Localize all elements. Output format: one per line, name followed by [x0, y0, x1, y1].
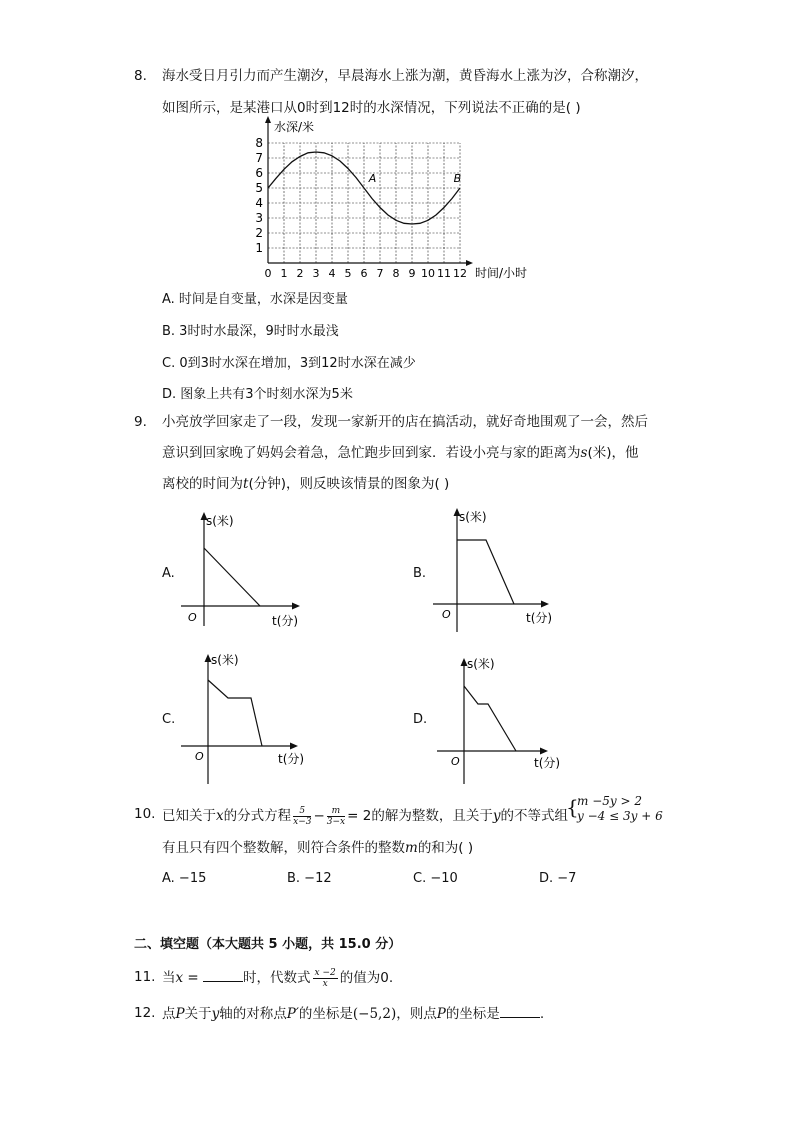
frac-den: 3−x [326, 816, 346, 827]
q9-option-a-letter[interactable]: A. [162, 566, 175, 581]
q12-text: 的坐标是 [445, 1006, 500, 1022]
inequality-1: m −5y > 2 [577, 794, 642, 808]
question-9-line-2 [162, 443, 638, 463]
q10-text: 的不等式组 [500, 808, 568, 824]
x-axis-arrow [290, 743, 298, 750]
q12-text: 点 [162, 1006, 176, 1022]
q10-text: = 2的解为整数，且关于 [347, 808, 493, 824]
question-10-line-2 [162, 838, 473, 858]
graph-line [208, 680, 262, 746]
q10-option-c[interactable]: C. −10 [413, 871, 458, 886]
q9-graph-b[interactable] [428, 504, 588, 636]
q11-text: 时，代数式 [243, 970, 311, 986]
origin-label: O [451, 755, 460, 768]
q11-text: 的值为0. [339, 970, 394, 986]
inequality-system [577, 794, 663, 824]
question-9-line-3 [162, 474, 449, 494]
var-x: x [216, 808, 224, 824]
x-tick-label: 6 [360, 267, 368, 280]
q9-text: 离校的时间为 [162, 476, 243, 492]
x-tick-label: 11 [437, 267, 451, 280]
question-12-line [162, 1003, 544, 1024]
x-axis-arrow [541, 601, 549, 608]
y-axis-label: s(米) [467, 657, 495, 671]
graph-line [204, 548, 260, 606]
graph-line [464, 686, 516, 751]
x-tick-label: 7 [376, 267, 384, 280]
q10-text: 已知关于 [162, 808, 216, 824]
x-axis-label: t(分) [526, 611, 553, 625]
x-axis-arrow [292, 603, 300, 610]
fraction-x-2-over-x [313, 968, 338, 989]
q8-option-c[interactable]: C. 0到3时水深在增加，3到12时水深在减少 [162, 356, 416, 371]
origin-label: O [195, 750, 204, 763]
fraction-m-over-3-x [327, 806, 345, 827]
var-p: P [436, 1006, 446, 1022]
x-tick-label: 0 [264, 267, 272, 280]
y-tick-label: 2 [255, 226, 263, 240]
x-tick-label: 5 [344, 267, 352, 280]
question-9-line-1: 小亮放学回家走了一段，发现一家新开的店在搞活动，就好奇地围观了一会，然后 [162, 414, 648, 430]
y-tick-label: 4 [255, 196, 263, 210]
var-y: y [492, 808, 501, 824]
q9-graph-d[interactable] [432, 652, 592, 788]
q10-text: 有且只有四个整数解，则符合条件的整数 [162, 840, 405, 856]
x-axis-title: 时间/小时 [475, 266, 528, 280]
var-m: m [405, 840, 418, 856]
q9-text: 意识到回家晚了妈妈会着急，急忙跑步回到家．若设小亮与家的距离为 [162, 445, 581, 461]
inequality-2: y −4 ≤ 3y + 6 [577, 809, 663, 823]
q12-text: 的坐标是 [298, 1006, 353, 1022]
equals-sign: = [183, 970, 204, 986]
frac-den: x−3 [293, 816, 312, 827]
q8-option-b[interactable]: B. 3时时水最深，9时时水最浅 [162, 324, 339, 339]
frac-num: m [327, 806, 345, 817]
q9-graph-c[interactable] [176, 648, 336, 788]
q12-text: . [539, 1006, 545, 1022]
brace-icon: { [566, 795, 579, 819]
graph-line [457, 540, 514, 604]
y-tick-label: 1 [255, 241, 263, 255]
var-x: x [175, 970, 184, 986]
y-tick-label: 5 [255, 181, 263, 195]
q12-text: 关于 [184, 1006, 212, 1022]
q12-text: 轴的对称点 [219, 1006, 287, 1022]
section-heading-fill-in: 二、填空题（本大题共 5 小题，共 15.0 分） [134, 937, 402, 952]
q8-option-d[interactable]: D. 图象上共有3个时刻水深为5米 [162, 387, 353, 402]
x-tick-label: 1 [280, 267, 288, 280]
q9-graph-a[interactable] [176, 508, 336, 636]
question-10-line-1 [162, 804, 568, 828]
x-tick-label: 4 [328, 267, 336, 280]
q10-text: 的和为( ) [417, 840, 474, 856]
q9-option-b-letter[interactable]: B. [413, 566, 427, 581]
y-tick-label: 7 [255, 151, 263, 165]
x-tick-label: 10 [421, 267, 435, 280]
q10-text: 的分式方程 [223, 808, 292, 824]
question-number-8: 8. [134, 68, 147, 84]
frac-den: x [322, 978, 328, 989]
x-axis-label: t(分) [272, 614, 299, 628]
question-11-line [162, 966, 393, 990]
var-s: s [580, 445, 588, 461]
coordinate-value: (−5,2) [352, 1006, 397, 1022]
q10-option-b[interactable]: B. −12 [287, 871, 332, 886]
var-y: y [211, 1006, 220, 1022]
question-number-9: 9. [134, 414, 147, 430]
q12-text: ，则点 [396, 1006, 437, 1022]
question-number-12: 12. [134, 1005, 156, 1021]
y-axis-title: 水深/米 [274, 120, 315, 134]
fraction-5-over-x-3 [293, 806, 311, 827]
answer-blank[interactable] [500, 1003, 540, 1018]
minus-sign: − [313, 808, 325, 824]
question-number-11: 11. [134, 969, 156, 985]
y-tick-label: 6 [255, 166, 263, 180]
point-label-a: A [368, 172, 377, 185]
var-p-prime: P′ [286, 1006, 299, 1022]
x-tick-label: 12 [453, 267, 467, 280]
question-8-line-1: 海水受日月引力而产生潮汐，早晨海水上涨为潮，黄昏海水上涨为汐，合称潮汐， [162, 68, 648, 84]
question-8-line-2: 如图所示，是某港口从0时到12时的水深情况，下列说法不正确的是( ) [162, 100, 581, 116]
var-t: t [243, 476, 249, 492]
origin-label: O [188, 611, 197, 624]
y-axis-label: s(米) [459, 510, 487, 524]
x-axis-label: t(分) [534, 756, 561, 770]
x-tick-label: 8 [392, 267, 400, 280]
y-tick-label: 3 [255, 211, 263, 225]
q9-option-d-letter[interactable]: D. [413, 712, 428, 727]
x-axis-label: t(分) [278, 752, 305, 766]
y-axis-label: s(米) [206, 514, 234, 528]
q9-text-unit: (米)，他 [587, 445, 639, 461]
tide-chart [250, 116, 550, 284]
x-axis-arrow [466, 260, 473, 266]
q8-option-a[interactable]: A. 时间是自变量，水深是因变量 [162, 292, 348, 307]
origin-label: O [442, 608, 451, 621]
frac-num: 5 [293, 806, 311, 817]
q10-option-d[interactable]: D. −7 [539, 871, 577, 886]
question-number-10: 10. [134, 806, 156, 822]
x-tick-label: 3 [312, 267, 320, 280]
x-tick-label: 2 [296, 267, 304, 280]
var-p: P [175, 1006, 185, 1022]
x-axis-arrow [540, 748, 548, 755]
y-tick-label: 8 [255, 136, 263, 150]
y-axis-arrow [265, 116, 271, 123]
q9-option-c-letter[interactable]: C. [162, 712, 176, 727]
frac-num: x −2 [314, 967, 336, 978]
answer-blank[interactable] [203, 967, 243, 982]
q9-text: (分钟)，则反映该情景的图象为( ) [248, 476, 450, 492]
y-axis-label: s(米) [211, 653, 239, 667]
q11-text: 当 [162, 970, 176, 986]
x-tick-label: 9 [408, 267, 416, 280]
point-label-b: B [453, 172, 462, 185]
q10-option-a[interactable]: A. −15 [162, 871, 207, 886]
